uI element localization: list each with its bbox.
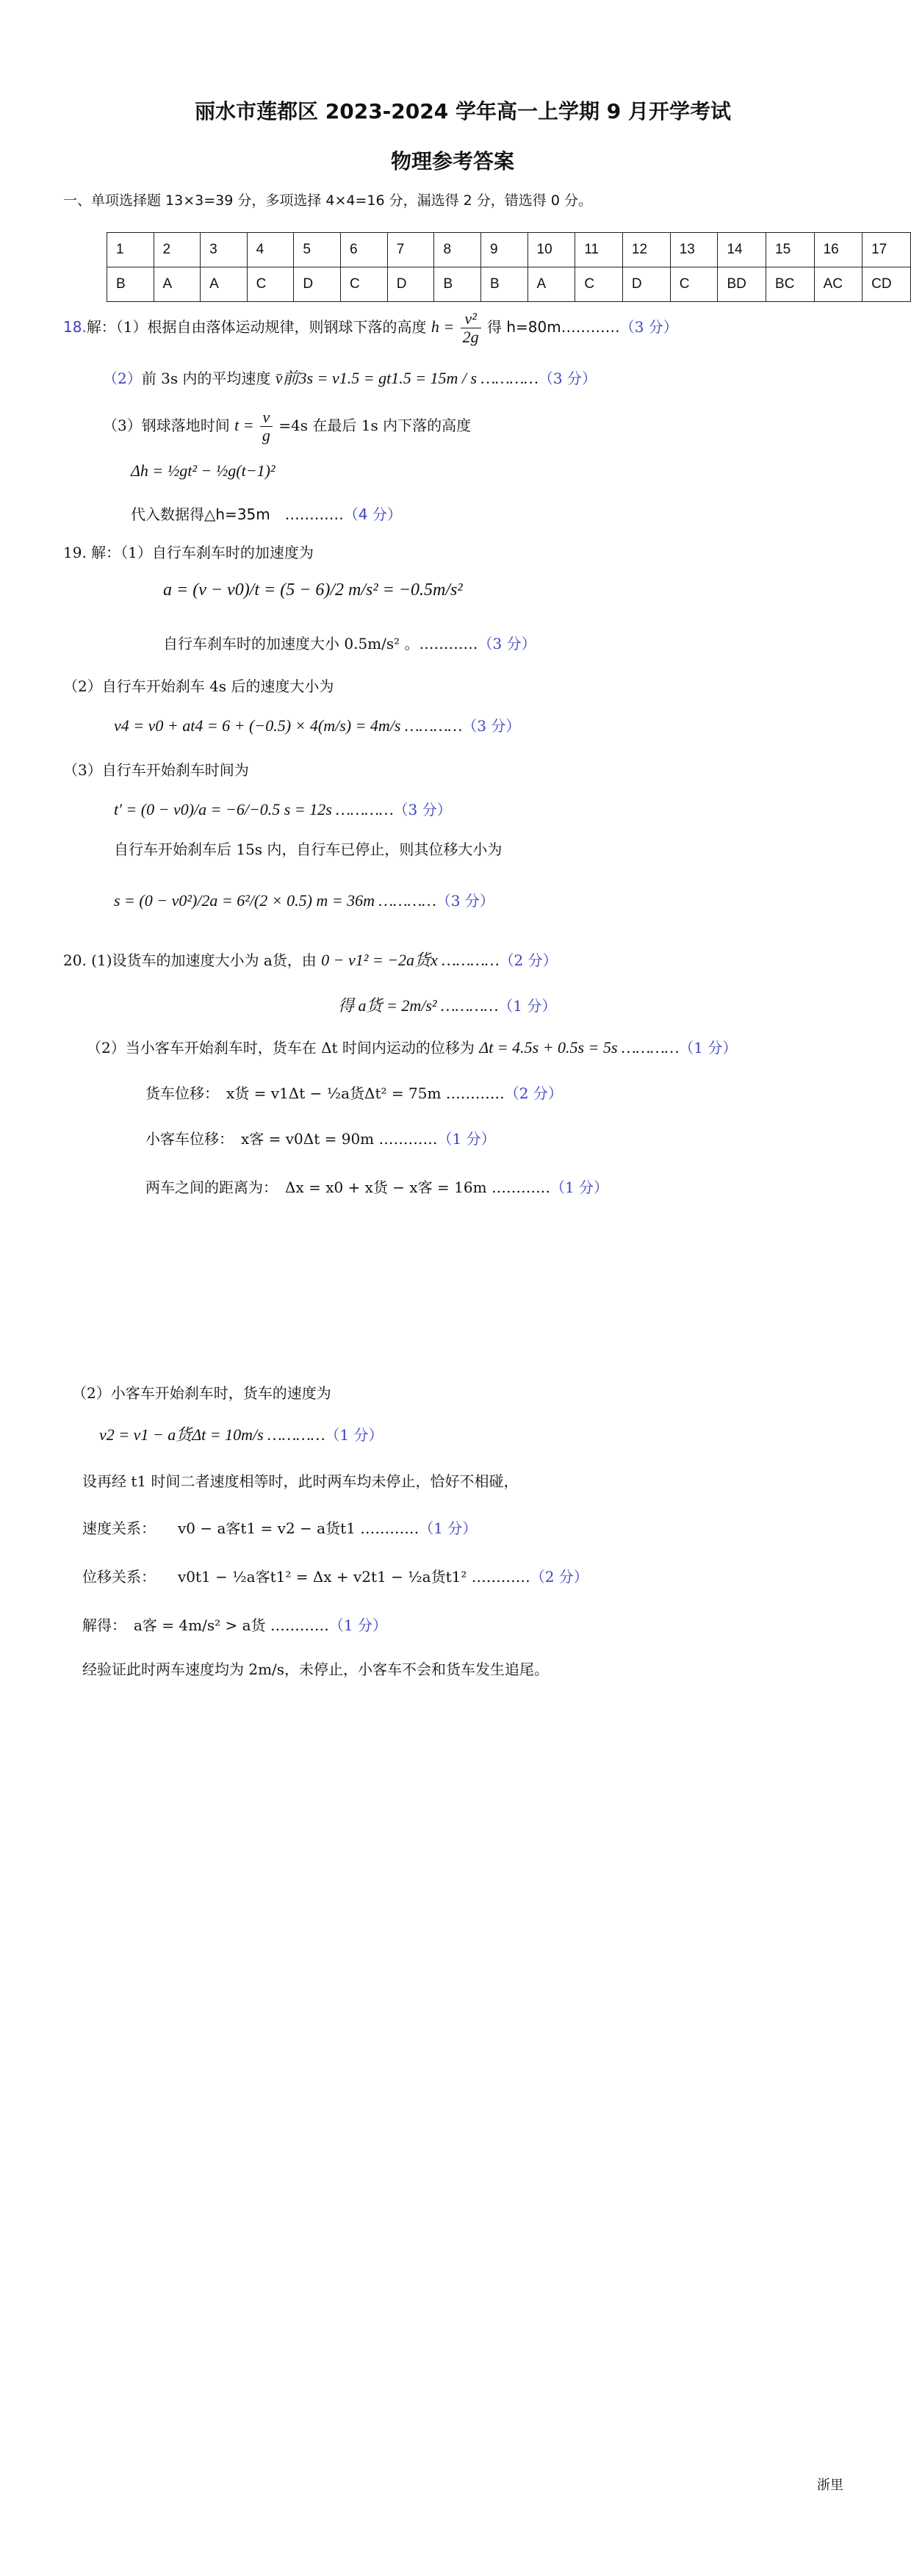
q18-frac-num: v² xyxy=(461,310,481,328)
table-cell-answer: B xyxy=(434,267,481,302)
q20-part2-line3-text: 两车之间的距离为： Δx = x0 + x货 − x客 = 16m ………… xyxy=(145,1179,550,1196)
q19-part3-score2: （3 分） xyxy=(436,892,494,910)
table-cell-answer: D xyxy=(387,267,434,302)
table-row-numbers xyxy=(107,233,911,267)
q18-part1-result: 得 h=80m………… xyxy=(486,318,620,336)
q18-part1-score: （3 分） xyxy=(619,318,678,336)
q20-part1-text: 20. (1)设货车的加速度大小为 a货，由 xyxy=(63,951,317,969)
table-cell-number: 5 xyxy=(294,233,341,267)
table-cell-number: 14 xyxy=(718,233,766,267)
q19-part1-formula: a = (v − v0)/t = (5 − 6)/2 m/s² = −0.5m/s² xyxy=(163,580,463,600)
q19-part2-line xyxy=(114,714,520,735)
table-cell-number: 9 xyxy=(481,233,528,267)
table-cell-number: 4 xyxy=(247,233,294,267)
q20b-part3-score: （1 分） xyxy=(419,1519,478,1537)
q18-part2-label: （2） xyxy=(103,370,142,387)
q18-part1 xyxy=(63,310,678,346)
q18-part3-lhs: t = xyxy=(234,416,254,434)
q19-part2: （2）自行车开始刹车 4s 后的速度大小为 xyxy=(63,677,334,695)
q19-part1-score: （3 分） xyxy=(478,635,536,652)
q20-part2-line1 xyxy=(145,1082,563,1103)
q18-part1-text: 解：（1）根据自由落体运动规律，则钢球下落的高度 xyxy=(86,318,427,336)
q19-part2-formula: v4 = v0 + at4 = 6 + (−0.5) × 4(m/s) = 4m/s ………… xyxy=(114,716,463,735)
q20b-part6: 经验证此时两车速度均为 2m/s，未停止，小客车不会和货车发生追尾。 xyxy=(82,1661,550,1678)
q20b-part1-line xyxy=(99,1422,384,1445)
q19-part3-line2 xyxy=(114,889,494,910)
q20b-part3-text: 速度关系： v0 − a客t1 = v2 − a货t1 ………… xyxy=(82,1519,420,1537)
q18-part3-fraction xyxy=(260,409,273,445)
q20-part2-text: （2）当小客车开始刹车时，货车在 Δt 时间内运动的位移为 xyxy=(87,1039,475,1057)
table-cell-answer: A xyxy=(201,267,248,302)
q18-label: 18. xyxy=(63,318,87,336)
table-cell-answer: AC xyxy=(814,267,863,302)
q18-part3 xyxy=(103,409,471,445)
table-cell-answer: B xyxy=(107,267,154,302)
table-cell-number: 8 xyxy=(434,233,481,267)
answer-table xyxy=(107,232,911,302)
q20-part1-result: 得 a货 = 2m/s² ………… xyxy=(338,996,499,1015)
table-cell-answer: C xyxy=(670,267,718,302)
q20b-part4 xyxy=(82,1565,588,1586)
table-cell-answer: A xyxy=(527,267,575,302)
q20b-part5-text: 解得： a客 = 4m/s² > a货 ………… xyxy=(82,1616,329,1634)
q19-part3: （3）自行车开始刹车时间为 xyxy=(63,761,249,779)
page-subtitle: 物理参考答案 xyxy=(391,149,515,173)
table-cell-answer: C xyxy=(247,267,294,302)
q20-part2-score: （1 分） xyxy=(679,1039,738,1057)
q19-part3-score: （3 分） xyxy=(393,801,452,819)
footer-mark: 浙里 xyxy=(817,2478,843,2493)
q20-part1-formula: 0 − v1² = −2a货x ………… xyxy=(321,951,500,969)
table-cell-answer: A xyxy=(154,267,201,302)
table-cell-number: 1 xyxy=(107,233,154,267)
table-cell-number: 10 xyxy=(527,233,575,267)
q20b-part5-score: （1 分） xyxy=(328,1616,387,1634)
table-row-answers xyxy=(107,267,911,302)
q18-frac-den: 2g xyxy=(462,328,479,346)
table-cell-answer: CD xyxy=(863,267,911,302)
q20-part2-line2-text: 小客车位移： x客 = v0Δt = 90m ………… xyxy=(145,1130,438,1148)
q19-part3-line xyxy=(114,798,452,819)
q19-part3-text2: 自行车开始刹车后 15s 内，自行车已停止，则其位移大小为 xyxy=(114,841,503,858)
table-cell-answer: BD xyxy=(718,267,766,302)
q20b-part1-score: （1 分） xyxy=(325,1426,384,1444)
table-cell-number: 15 xyxy=(766,233,815,267)
table-cell-number: 3 xyxy=(201,233,248,267)
q18-formula-lhs: h = xyxy=(431,317,455,336)
q20-part1-score: （2 分） xyxy=(499,951,558,969)
q18-part2-score: （3 分） xyxy=(538,370,597,387)
q20-part2 xyxy=(87,1036,737,1057)
q20b-part1-formula: v2 = v1 − a货Δt = 10m/s ………… xyxy=(99,1425,325,1444)
q19-part1-final-text: 自行车刹车时的加速度大小 0.5m/s² 。………… xyxy=(163,635,478,652)
q18-part3-result: =4s 在最后 1s 内下落的高度 xyxy=(278,417,472,434)
q20b-part3 xyxy=(82,1517,477,1538)
q20-part1-result-score: （1 分） xyxy=(498,997,557,1015)
page-title: 丽水市莲都区 2023-2024 学年高一上学期 9 月开学考试 xyxy=(195,99,731,123)
q19-part2-score: （3 分） xyxy=(462,717,521,735)
q20-part2-line1-score: （2 分） xyxy=(504,1084,563,1102)
table-cell-number: 7 xyxy=(387,233,434,267)
q20-part2-line2 xyxy=(145,1127,496,1148)
q20-part2-formula: Δt = 4.5s + 0.5s = 5s ………… xyxy=(479,1038,680,1057)
q20-part1 xyxy=(63,948,558,971)
q20b-part1: （2）小客车开始刹车时，货车的速度为 xyxy=(72,1384,331,1402)
q18-part3-score: （4 分） xyxy=(343,506,402,523)
q18-part3-frac-den: g xyxy=(262,426,270,445)
table-cell-answer: C xyxy=(341,267,388,302)
q18-part3-text: （3）钢球落地时间 xyxy=(103,417,230,434)
q19-part1-final xyxy=(163,632,536,653)
table-cell-number: 6 xyxy=(341,233,388,267)
table-cell-number: 13 xyxy=(670,233,718,267)
q18-part2 xyxy=(103,366,597,389)
q20-part2-line2-score: （1 分） xyxy=(437,1130,496,1148)
table-cell-answer: B xyxy=(481,267,528,302)
q20-part2-line1-text: 货车位移： x货 = v1Δt − ½a货Δt² = 75m ………… xyxy=(145,1084,505,1102)
q20b-part5 xyxy=(82,1613,387,1635)
q18-part2-text: 前 3s 内的平均速度 xyxy=(141,370,271,387)
q18-part2-formula: v̄前3s = v1.5 = gt1.5 = 15m / s ………… xyxy=(275,369,539,387)
q20b-part4-score: （2 分） xyxy=(530,1568,588,1586)
q18-part3-final xyxy=(131,503,402,524)
table-cell-number: 16 xyxy=(814,233,863,267)
q20b-part4-text: 位移关系： v0t1 − ½a客t1² = Δx + v2t1 − ½a货t1² ………… xyxy=(82,1568,530,1586)
table-cell-answer: BC xyxy=(766,267,815,302)
q18-part3-frac-num: v xyxy=(260,409,273,427)
q20-part2-line3-score: （1 分） xyxy=(550,1179,609,1196)
table-cell-number: 12 xyxy=(622,233,670,267)
q18-part3-formula2: Δh = ½gt² − ½g(t−1)² xyxy=(131,461,276,480)
q20-part2-line3 xyxy=(145,1176,608,1197)
q18-part3-final-text: 代入数据得△h=35m ………… xyxy=(131,506,344,523)
q18-fraction xyxy=(461,310,481,346)
q19-part3-formula2: s = (0 − v0²)/2a = 6²/(2 × 0.5) m = 36m ………… xyxy=(114,891,436,910)
table-cell-answer: D xyxy=(622,267,670,302)
q20b-part2: 设再经 t1 时间二者速度相等时，此时两车均未停止，恰好不相碰， xyxy=(82,1472,519,1490)
table-cell-number: 2 xyxy=(154,233,201,267)
table-cell-answer: C xyxy=(575,267,623,302)
q19-part1: 19. 解：（1）自行车刹车时的加速度为 xyxy=(63,544,314,561)
table-cell-answer: D xyxy=(294,267,341,302)
table-cell-number: 17 xyxy=(863,233,911,267)
table-cell-number: 11 xyxy=(575,233,623,267)
q19-part3-formula: t′ = (0 − v0)/a = −6/−0.5 s = 12s ………… xyxy=(114,800,394,819)
q20-part1-result-line xyxy=(338,993,556,1016)
section-intro: 一、单项选择题 13×3=39 分，多项选择 4×4=16 分，漏选得 2 分，错选得 0 分。 xyxy=(63,193,592,209)
